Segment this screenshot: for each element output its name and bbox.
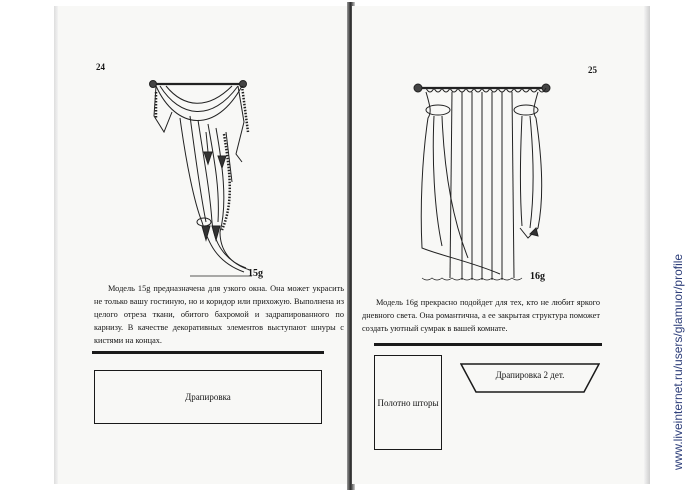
page-edge-right: [644, 6, 650, 484]
pattern-piece-drapery: [94, 370, 322, 424]
pattern-label-drapery: Драпировка: [185, 392, 231, 402]
page-number-left: 24: [96, 62, 105, 72]
curtain-illustration-16g: [412, 78, 572, 288]
left-page: [58, 6, 350, 484]
pattern-label-drapery-2-pieces: Драпировка 2 дет.: [495, 370, 565, 380]
curtain-illustration-15g: [146, 72, 256, 282]
figure-label-16g: 16g: [530, 271, 545, 282]
model-15g-description: Модель 15g предназначена для узкого окна. Она может украсить не только вашу гостиную, но и коридор или прихожую. Выполнена из целого отреза ткани, обитого бахромой и задрапированного по карнизу. В качестве декоративных элементов выступают шнуры с кистями на концах.: [94, 284, 344, 345]
pattern-piece-curtain-panel: [374, 355, 442, 450]
watermark-url: www.liveinternet.ru/users/glamuor/profile: [671, 253, 685, 470]
model-16g-description: Модель 16g прекрасно подойдет для тех, кто не любит яркого дневного света. Она романтична, а ее закрытая структура поможет создать уютный сумрак в вашей комнате.: [362, 298, 600, 333]
figure-label-15g: 15g: [248, 268, 263, 279]
right-page: [352, 6, 646, 484]
section-divider-left: [92, 351, 324, 354]
section-divider-right: [374, 343, 602, 346]
page-number-right: 25: [588, 65, 597, 75]
pattern-label-curtain-panel: Полотно шторы: [377, 397, 439, 408]
